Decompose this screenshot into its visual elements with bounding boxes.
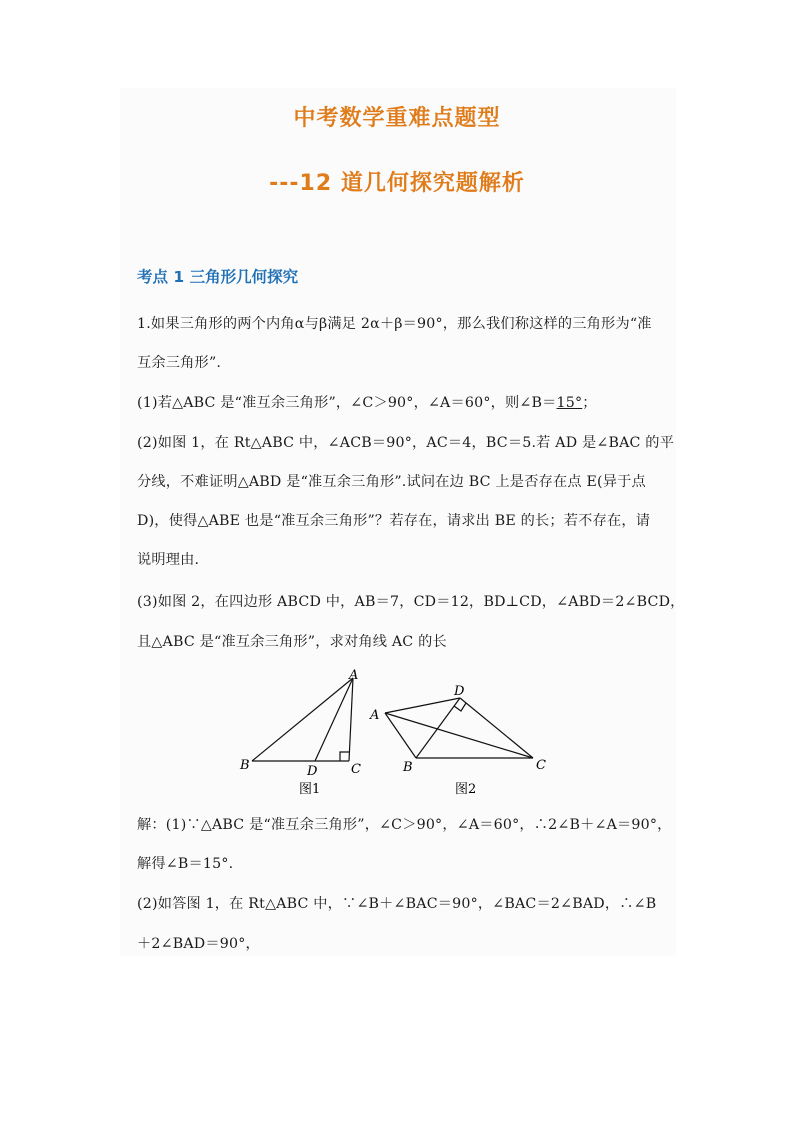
question-3-line-2: 且△ABC 是“准互余三角形”，求对角线 AC 的长	[137, 634, 447, 650]
section-heading: 考点 1 三角形几何探究	[137, 268, 299, 286]
fig2-label-c: C	[536, 758, 546, 773]
figure-1	[252, 678, 353, 761]
question-1-answer: 15°	[556, 395, 583, 411]
solution-2-line-2: ＋2∠BAD＝90°，	[137, 936, 260, 952]
solution-1-line-2: 解得∠B＝15°.	[137, 856, 234, 872]
figure-2	[385, 698, 533, 758]
question-3-line-1: (3)如图 2，在四边形 ABCD 中，AB＝7，CD＝12，BD⊥CD，∠ABD＝2∠BCD，	[137, 594, 685, 610]
fig1-label-b: B	[240, 758, 250, 773]
fig2-caption: 图2	[455, 782, 477, 797]
problem-intro-line-1: 1.如果三角形的两个内角α与β满足 2α＋β＝90°，那么我们称这样的三角形为“准	[137, 316, 652, 332]
solution-1-line-1: 解：(1)∵△ABC 是“准互余三角形”，∠C＞90°，∠A＝60°，∴2∠B＋∠A＝90°，	[137, 817, 672, 833]
question-1-text: (1)若△ABC 是“准互余三角形”，∠C＞90°，∠A＝60°，则∠B＝	[137, 395, 557, 411]
problem-intro-line-2: 互余三角形”.	[137, 355, 222, 371]
question-2-line-4: 说明理由.	[137, 552, 200, 568]
fig2-label-b: B	[403, 760, 413, 775]
fig2-label-a: A	[370, 708, 380, 723]
fig1-label-a: A	[349, 668, 359, 683]
fig2-label-d: D	[454, 684, 465, 699]
fig1-label-c: C	[351, 762, 361, 777]
geometry-figures	[230, 662, 560, 802]
question-1	[137, 392, 597, 412]
fig1-label-d: D	[307, 764, 318, 779]
question-2-line-1: (2)如图 1，在 Rt△ABC 中，∠ACB＝90°，AC＝4，BC＝5.若 AD 是∠BAC 的平	[137, 435, 675, 451]
question-2-line-3: D)，使得△ABE 也是“准互余三角形”？若存在，请求出 BE 的长；若不存在，请	[137, 513, 651, 529]
fig1-caption: 图1	[299, 782, 321, 797]
document-title: 中考数学重难点题型	[293, 106, 501, 131]
question-2-line-2: 分线，不难证明△ABD 是“准互余三角形”.试问在边 BC 上是否存在点 E(异于点	[137, 474, 646, 490]
document-subtitle: ---12 道几何探究题解析	[269, 171, 525, 196]
solution-2-line-1: (2)如答图 1，在 Rt△ABC 中，∵∠B＋∠BAC＝90°，∠BAC＝2∠BAD，∴∠B	[137, 896, 657, 912]
question-1-suffix: ；	[582, 395, 597, 411]
